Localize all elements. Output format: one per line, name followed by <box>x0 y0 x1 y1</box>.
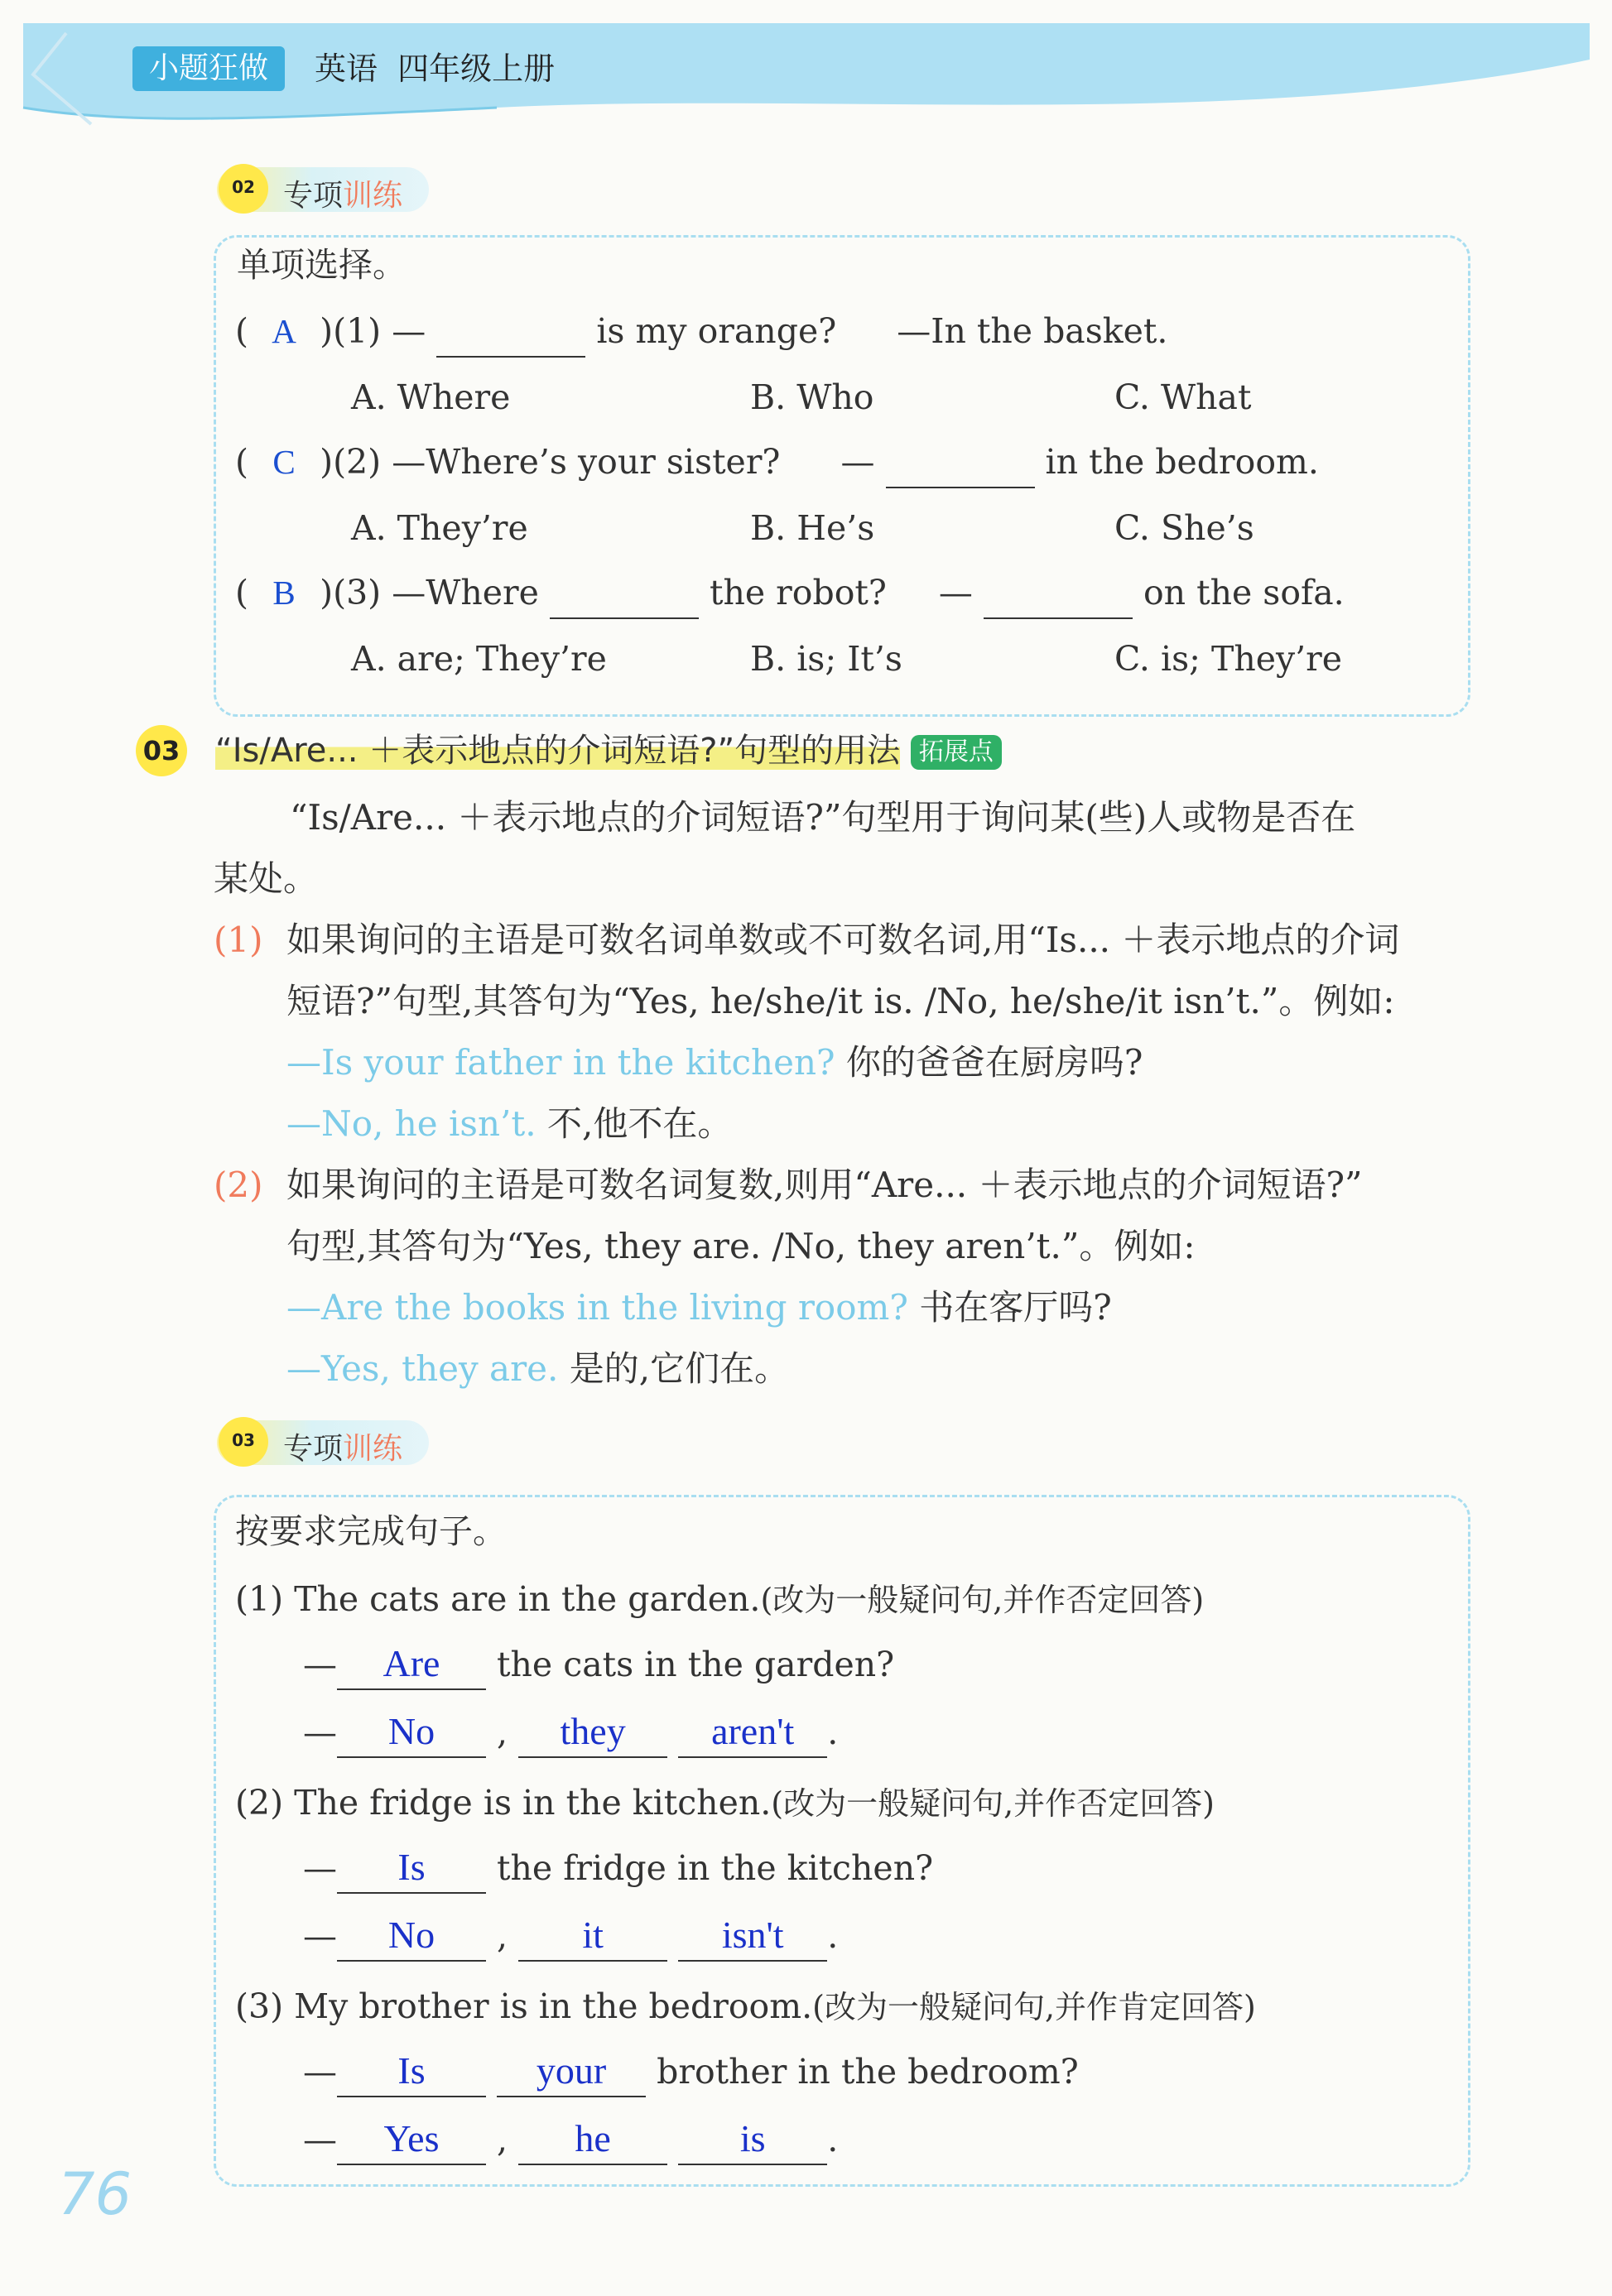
blank <box>886 437 1035 488</box>
practice-02-number: 02 <box>219 164 268 214</box>
section-03-number: 03 <box>136 725 187 776</box>
fill-answer: is <box>678 2114 827 2165</box>
fill-answer: they <box>518 1707 667 1758</box>
fill-answer: No <box>337 1707 486 1758</box>
blank <box>436 306 585 358</box>
task-2-question-line: — Is the fridge in the kitchen? <box>303 1842 933 1894</box>
fill-answer: Are <box>337 1639 486 1690</box>
question-3: ( B )(3) —Where the robot? — on the sofa. <box>235 568 1345 619</box>
blank <box>550 568 699 619</box>
answer-2: C <box>272 443 296 481</box>
option-1a: A. Where <box>351 377 511 417</box>
task-1: (1) The cats are in the garden.(改为一般疑问句,并作否定回答) <box>235 1579 1205 1619</box>
practice-03-number: 03 <box>219 1417 268 1467</box>
option-2c: C. She’s <box>1114 508 1254 548</box>
extension-badge: 拓展点 <box>911 735 1002 770</box>
series-tag: 小题狂做 <box>132 46 285 91</box>
section-03-heading: “Is/Are... ＋表示地点的介词短语?”句型的用法 拓展点 <box>215 725 1002 776</box>
point-1-line-2: 短语?”句型,其答句为“Yes, he/she/it is. /No, he/she/it isn’t.”。例如: <box>286 981 1395 1021</box>
answer-1: A <box>272 312 296 350</box>
question-2: ( C )(2) —Where’s your sister? — in the bedroom. <box>235 437 1319 488</box>
practice-label-accent: 训练 <box>343 1432 403 1466</box>
practice-label: 专项 <box>283 1432 344 1466</box>
fill-answer: he <box>518 2114 667 2165</box>
question-1: ( A )(1) — is my orange? —In the basket. <box>235 306 1167 358</box>
practice-02-tag <box>217 167 429 212</box>
fill-answer: Is <box>337 1842 486 1894</box>
task-3: (3) My brother is in the bedroom.(改为一般疑问句,并作肯定回答) <box>235 1986 1256 2026</box>
fill-answer: it <box>518 1910 667 1962</box>
page-number: 76 <box>58 2160 132 2228</box>
point-2-line-1: 如果询问的主语是可数名词复数,则用“Are... ＋表示地点的介词短语?” <box>286 1165 1363 1205</box>
option-1c: C. What <box>1114 377 1252 417</box>
point-1-number: (1) <box>214 920 263 960</box>
task-2: (2) The fridge is in the kitchen.(改为一般疑问句,并作否定回答) <box>235 1783 1215 1823</box>
practice-03-tag <box>217 1420 429 1465</box>
fill-answer: aren't <box>678 1707 827 1758</box>
fill-answer: Is <box>337 2046 486 2097</box>
task-1-answer-line: — No , they aren't . <box>303 1707 838 1758</box>
point-1-line-1: 如果询问的主语是可数名词单数或不可数名词,用“Is... ＋表示地点的介词 <box>286 920 1400 960</box>
instruction-2: 按要求完成句子。 <box>235 1511 507 1551</box>
example-2: —No, he isn’t. 不,他不在。 <box>286 1103 733 1144</box>
task-3-question-line: — Is your brother in the bedroom? <box>303 2046 1079 2097</box>
practice-label: 专项 <box>283 179 344 213</box>
option-3a: A. are; They’re <box>351 639 607 679</box>
fill-answer: Yes <box>337 2114 486 2165</box>
instruction: 单项选择。 <box>237 245 407 285</box>
point-2-number: (2) <box>214 1165 263 1205</box>
task-3-answer-line: — Yes , he is . <box>303 2114 838 2165</box>
answer-3: B <box>272 574 296 612</box>
option-2a: A. They’re <box>351 508 528 548</box>
book-title: 英语 四年级上册 <box>315 50 556 87</box>
option-2b: B. He’s <box>750 508 875 548</box>
option-3b: B. is; It’s <box>750 639 902 679</box>
task-1-question-line: — Are the cats in the garden? <box>303 1639 894 1690</box>
intro-line-1: “Is/Are... ＋表示地点的介词短语?”句型用于询问某(些)人或物是否在 <box>290 797 1356 838</box>
example-3: —Are the books in the living room? 书在客厅吗? <box>286 1287 1112 1328</box>
option-1b: B. Who <box>750 377 874 417</box>
option-3c: C. is; They’re <box>1114 639 1343 679</box>
fill-answer: No <box>337 1910 486 1962</box>
task-2-answer-line: — No , it isn't . <box>303 1910 838 1962</box>
fill-answer: your <box>497 2046 646 2097</box>
blank <box>984 568 1133 619</box>
fill-answer: isn't <box>678 1910 827 1962</box>
point-2-line-2: 句型,其答句为“Yes, they are. /No, they aren’t.”。例如: <box>286 1226 1196 1266</box>
example-1: —Is your father in the kitchen? 你的爸爸在厨房吗? <box>286 1042 1143 1083</box>
example-4: —Yes, they are. 是的,它们在。 <box>286 1348 790 1389</box>
practice-label-accent: 训练 <box>343 179 403 213</box>
intro-line-2: 某处。 <box>214 858 319 899</box>
